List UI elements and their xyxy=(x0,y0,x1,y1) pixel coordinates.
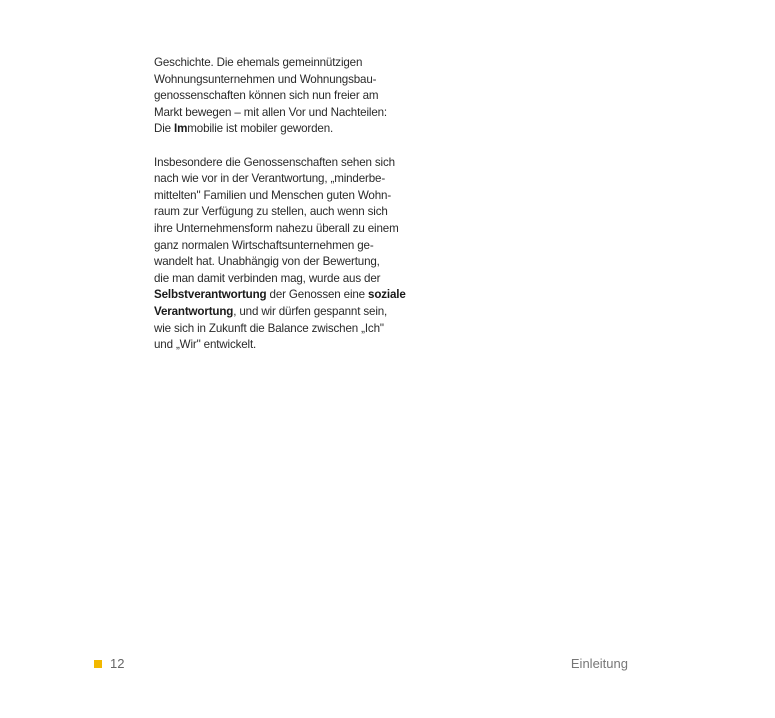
bold-fragment: Verantwortung xyxy=(154,304,234,318)
bold-fragment: soziale xyxy=(368,288,406,302)
text-line xyxy=(154,121,394,138)
page-number: 12 xyxy=(110,656,125,671)
text-line xyxy=(154,287,406,304)
text-line: die man damit verbinden mag, wurde aus der xyxy=(154,271,381,285)
text-line: mittelten" Familien und Menschen guten Wohn- xyxy=(154,188,392,202)
text-line: ganz normalen Wirtschaftsunternehmen ge- xyxy=(154,238,374,252)
text-line: wie sich in Zukunft die Balance zwischen „Ich" xyxy=(154,321,384,335)
paragraph-1 xyxy=(154,55,394,138)
paragraph-2 xyxy=(154,155,406,354)
text-line: Geschichte. Die ehemals gemeinnützigen xyxy=(154,56,363,69)
text-line: Insbesondere die Genossenschaften sehen sich xyxy=(154,155,395,169)
text-line: und „Wir" entwickelt. xyxy=(154,338,257,352)
text-line: ihre Unternehmensform nahezu überall zu einem xyxy=(154,221,399,235)
text-fragment: der Genossen eine xyxy=(266,288,369,302)
text-line: Wohnungsunternehmen und Wohnungsbau- xyxy=(154,72,377,86)
footer-marker-square xyxy=(94,660,102,668)
bold-fragment: Im xyxy=(174,122,188,136)
text-line: nach wie vor in der Verantwortung, „minderbe- xyxy=(154,172,386,186)
text-line: raum zur Verfügung zu stellen, auch wenn sich xyxy=(154,205,388,219)
text-fragment: , und wir dürfen gespannt sein, xyxy=(233,304,388,318)
text-line: wandelt hat. Unabhängig von der Bewertung, xyxy=(154,255,380,269)
text-fragment: mobilie ist mobiler geworden. xyxy=(187,122,334,136)
text-line: genossenschaften können sich nun freier am xyxy=(154,89,379,103)
body-text xyxy=(154,55,406,354)
section-title: Einleitung xyxy=(570,656,628,671)
text-line: Markt bewegen – mit allen Vor und Nachteilen: xyxy=(154,105,387,119)
text-fragment: Die xyxy=(154,122,175,136)
bold-fragment: Selbstverantwortung xyxy=(154,288,267,302)
text-line xyxy=(154,304,394,321)
